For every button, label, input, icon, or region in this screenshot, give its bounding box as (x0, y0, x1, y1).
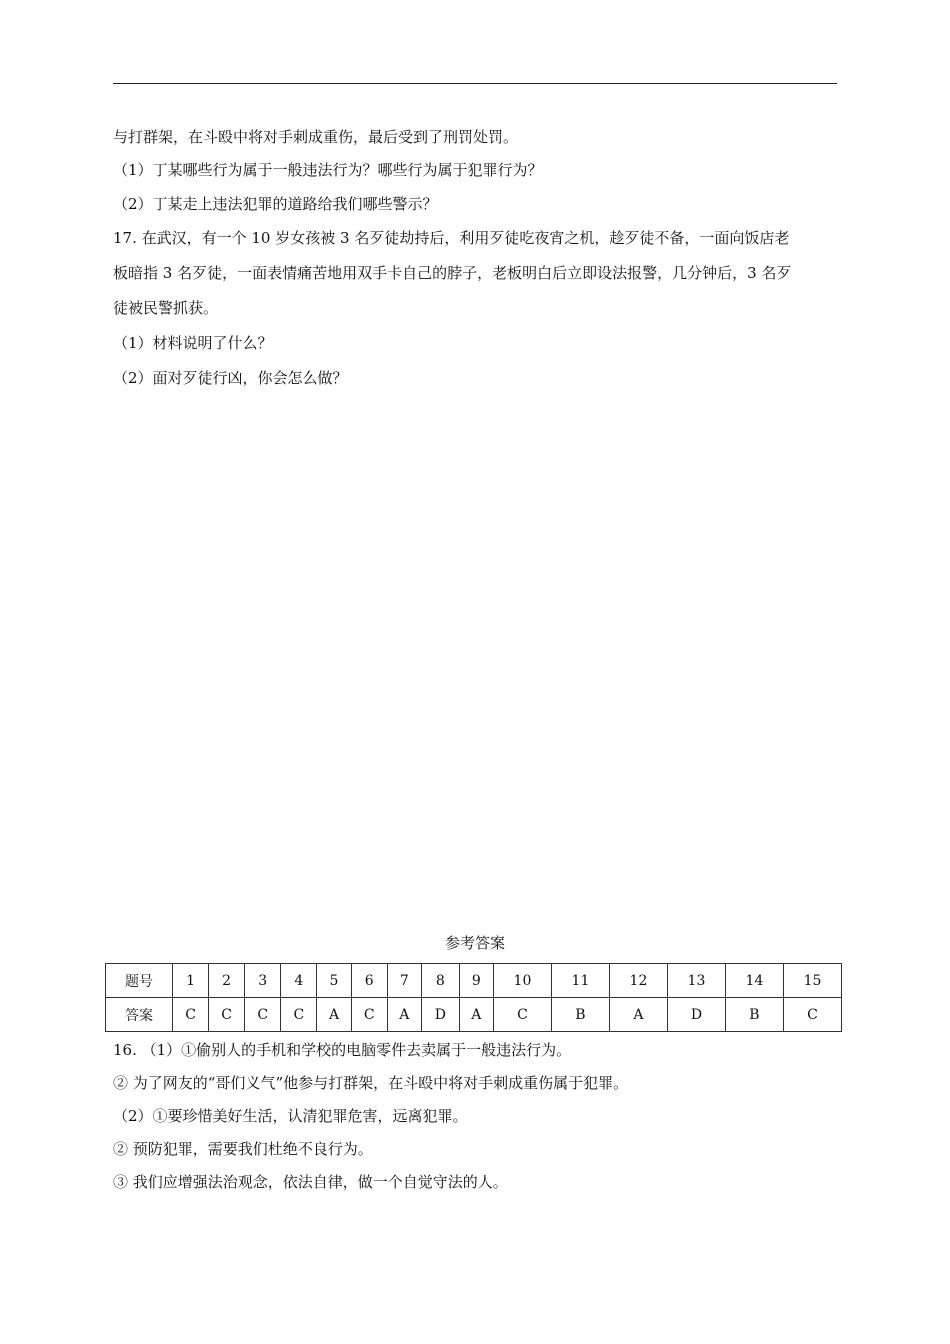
question17-line-3: 徒被民警抓获。 (113, 299, 219, 317)
number-cell: 1 (173, 964, 209, 998)
question17-line-2: 板暗指 3 名歹徒，一面表情痛苦地用双手卡自己的脖子，老板明白后立即设法报警，几分钟后，3 名歹 (113, 264, 792, 282)
choice-cell: A (317, 998, 351, 1032)
number-cell: 5 (317, 964, 351, 998)
number-cell: 3 (245, 964, 281, 998)
answer16-line-3: （2）①要珍惜美好生活，认清犯罪危害，远离犯罪。 (113, 1107, 468, 1125)
answer-table-choice-row (106, 998, 842, 1032)
choice-cell: A (459, 998, 493, 1032)
question16-continuation: 与打群架，在斗殴中将对手刺成重伤，最后受到了刑罚处罚。 (113, 128, 519, 146)
choice-cell: A (387, 998, 421, 1032)
choice-cell: A (609, 998, 667, 1032)
number-cell: 12 (609, 964, 667, 998)
number-cell: 9 (459, 964, 493, 998)
choice-cell: C (245, 998, 281, 1032)
question17-subquestion-1: （1）材料说明了什么？ (113, 334, 273, 352)
choice-cell: D (667, 998, 725, 1032)
number-cell: 4 (281, 964, 317, 998)
number-cell: 7 (387, 964, 421, 998)
choice-cell: C (173, 998, 209, 1032)
question16-subquestion-2: （2）丁某走上违法犯罪的道路给我们哪些警示？ (113, 195, 438, 213)
number-cell: 2 (209, 964, 245, 998)
answer-table (105, 963, 842, 1032)
choice-row-header: 答案 (106, 998, 173, 1032)
number-cell: 13 (667, 964, 725, 998)
answer16-line-1: 16. （1）①偷别人的手机和学校的电脑零件去卖属于一般违法行为。 (113, 1041, 572, 1059)
question17-subquestion-2: （2）面对歹徒行凶，你会怎么做？ (113, 369, 348, 387)
choice-cell: B (725, 998, 783, 1032)
answer-key-title: 参考答案 (444, 934, 505, 952)
question17-line-1: 17. 在武汉，有一个 10 岁女孩被 3 名歹徒劫持后，利用歹徒吃夜宵之机，趁歹徒不备，一面向饭店老 (113, 229, 790, 247)
answer16-line-4: ② 预防犯罪，需要我们杜绝不良行为。 (113, 1140, 373, 1158)
answer16-line-5: ③ 我们应增强法治观念，依法自律，做一个自觉守法的人。 (113, 1173, 508, 1191)
choice-cell: C (351, 998, 387, 1032)
number-row-header: 题号 (106, 964, 173, 998)
choice-cell: B (551, 998, 609, 1032)
choice-cell: C (783, 998, 841, 1032)
choice-cell: C (493, 998, 551, 1032)
answer16-line-2: ② 为了网友的“哥们义气”他参与打群架，在斗殴中将对手刺成重伤属于犯罪。 (113, 1074, 629, 1092)
choice-cell: C (209, 998, 245, 1032)
header-rule (113, 83, 837, 84)
answer-table-number-row (106, 964, 842, 998)
number-cell: 11 (551, 964, 609, 998)
number-cell: 8 (422, 964, 460, 998)
number-cell: 10 (493, 964, 551, 998)
choice-cell: D (422, 998, 460, 1032)
question16-subquestion-1: （1）丁某哪些行为属于一般违法行为？哪些行为属于犯罪行为？ (113, 161, 543, 179)
number-cell: 15 (783, 964, 841, 998)
number-cell: 14 (725, 964, 783, 998)
number-cell: 6 (351, 964, 387, 998)
choice-cell: C (281, 998, 317, 1032)
